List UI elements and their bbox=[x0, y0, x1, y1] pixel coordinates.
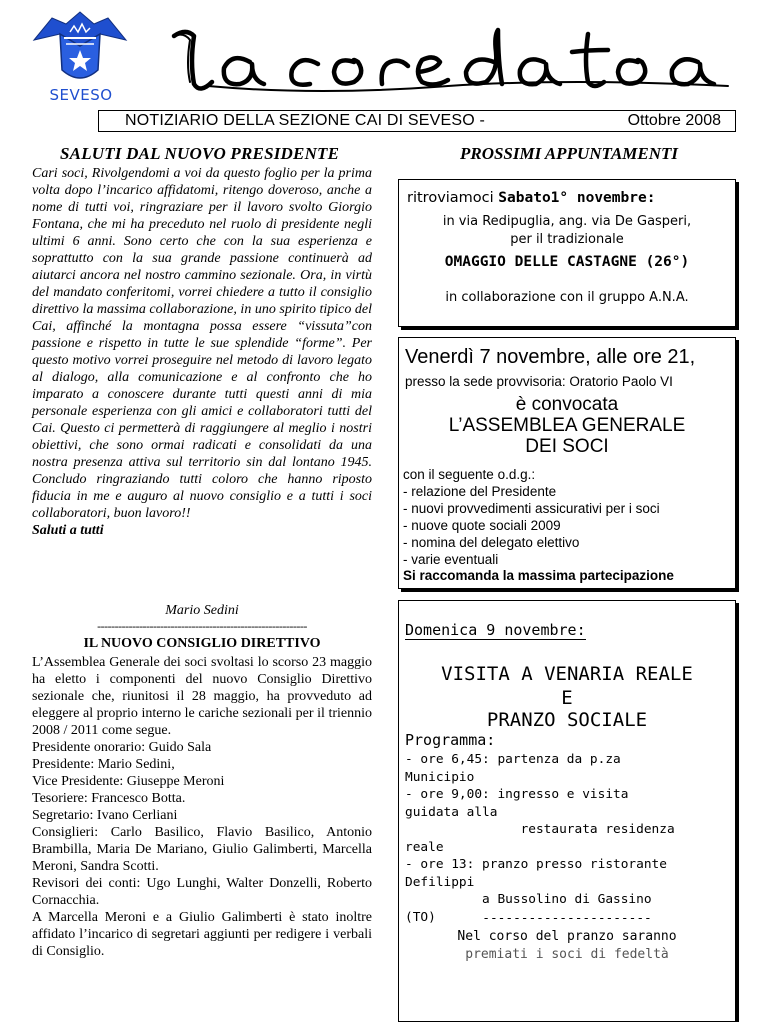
event-date: Sabato1° novembre: bbox=[498, 190, 656, 206]
issue-date: Ottobre 2008 bbox=[627, 112, 721, 129]
agenda-item: - nuovi provvedimenti assicurativi per i soci bbox=[403, 501, 660, 516]
agenda-item: - nomina del delegato elettivo bbox=[403, 535, 580, 550]
council-intro: L’Assemblea Generale dei soci svoltasi lo scorso 23 maggio ha eletto i componenti del nuovo Consiglio Direttivo sezionale che, riunitosi il 28 maggio, ha provveduto ad eleggere al proprio interno le cariche sezionali per il triennio 2008 / 2011 come segue. bbox=[32, 655, 372, 738]
assembly-title: L’ASSEMBLEA GENERALE bbox=[448, 415, 686, 436]
assembly-box bbox=[398, 337, 736, 589]
logo-caption: SEVESO bbox=[49, 86, 113, 104]
role-line: Tesoriere: Francesco Botta. bbox=[32, 791, 186, 806]
trip-title-lunch: PRANZO SOCIALE bbox=[486, 709, 648, 731]
council-article bbox=[32, 654, 372, 960]
event-line: per il tradizionale bbox=[510, 232, 624, 247]
programme-line: reale bbox=[405, 839, 444, 855]
trip-title: VISITA A VENARIA REALE bbox=[441, 663, 693, 685]
event-intro: ritroviamoci bbox=[407, 190, 499, 206]
role-line: Vice Presidente: Giuseppe Meroni bbox=[32, 774, 225, 789]
programme-line: - ore 13: pranzo presso ristorante bbox=[405, 857, 667, 872]
programme-line: (TO) bbox=[405, 909, 436, 925]
assembly-footer: Si raccomanda la massima partecipazione bbox=[403, 568, 674, 583]
programme-list bbox=[405, 751, 733, 926]
cai-emblem-icon bbox=[30, 10, 130, 90]
programme-line: - ore 9,00: ingresso e visita bbox=[405, 787, 629, 802]
role-line: Presidente onorario: Guido Sala bbox=[32, 740, 212, 755]
role-line: Presidente: Mario Sedini, bbox=[32, 757, 175, 772]
agenda-item: - varie eventuali bbox=[403, 552, 499, 567]
appointments-heading: PROSSIMI APPUNTAMENTI bbox=[459, 144, 679, 163]
assembly-date: Venerdì 7 novembre, alle ore 21, bbox=[405, 346, 696, 368]
newsletter-banner bbox=[98, 110, 736, 132]
president-greeting-heading: SALUTI DAL NUOVO PRESIDENTE bbox=[60, 144, 340, 163]
programme-line: guidata alla bbox=[405, 804, 498, 820]
programme-line: - ore 6,45: partenza da p.za bbox=[405, 752, 621, 767]
letter-closing: Saluti a tutti bbox=[32, 523, 104, 538]
assembly-title-2: DEI SOCI bbox=[525, 436, 609, 457]
assembly-place: presso la sede provvisoria: Oratorio Paolo VI bbox=[405, 374, 673, 389]
event-collaboration: in collaborazione con il gruppo A.N.A. bbox=[445, 290, 689, 305]
council-heading: IL NUOVO CONSIGLIO DIRETTIVO bbox=[83, 636, 321, 651]
programme-line: restaurata residenza bbox=[405, 822, 675, 837]
agenda-list bbox=[403, 466, 660, 568]
trip-date: Domenica 9 novembre: bbox=[405, 621, 586, 639]
assistant-secretaries: A Marcella Meroni e a Giulio Galimberti è stato inoltre affidato l’incarico di segretari aggiunti per redigere i verbali di Consiglio. bbox=[32, 910, 372, 959]
chestnut-event-box bbox=[398, 179, 736, 327]
agenda-item: - nuove quote sociali 2009 bbox=[403, 518, 561, 533]
assembly-convened: è convocata bbox=[515, 394, 619, 415]
letter-body: Cari soci, Rivolgendomi a voi da questo foglio per la prima volta dopo l’incarico affidatomi, ritengo doveroso, anche a nome di tutti voi, ringraziare per il lavoro svolto Giorgio Fontana, che mi ha preceduto nel ruolo di presidente negli ultimi 6 anni. Sono certo che con la sua esperienza e soprattutto con la sua grande passione continuerà ad aiutarci ancora nel nostro cammino sezionale. Ora, in virtù del mandato conferitomi, vorrei chiedere a tutto il consiglio direttivo la massima collaborazione, in uno spirito tipico del Cai, affinché la montagna possa essere “vissuta”con passione e rispetto in tutte le sue splendide “forme”. Per questo motivo vorrei proseguire nel metodo di lavoro legato al dialogo, alla comunicazione e al confronto che ho imparato a conoscere durante tutti questi anni di mia personale esperienza con gli amici e collaboratori tutti del Cai. Questo ci permetterà di raggiungere al meglio i nostri obiettivi, che sono ormai radicati e consolidati da una nostra presenza attiva sul territorio sin dal lontano 1945. Concludo ringraziando tutti coloro che hanno riposto fiducia in me e auguro al nuovo consiglio e a tutti i soci collaboratori, buon lavoro!! bbox=[32, 166, 372, 521]
event-title: OMAGGIO DELLE CASTAGNE (26°) bbox=[444, 254, 690, 270]
event-date-line bbox=[407, 190, 655, 206]
programme-line: Defilippi bbox=[405, 874, 475, 890]
trip-title-e: E bbox=[561, 687, 573, 709]
programme-line: a Bussolino di Gassino bbox=[405, 892, 652, 907]
auditors: Revisori dei conti: Ugo Lunghi, Walter Donzelli, Roberto Cornacchia. bbox=[32, 876, 372, 908]
signature: Mario Sedini bbox=[165, 603, 239, 618]
event-location: in via Redipuglia, ang. via De Gasperi, bbox=[442, 214, 692, 229]
trip-separator: ---------------------- bbox=[482, 911, 652, 926]
role-line: Segretario: Ivano Cerliani bbox=[32, 808, 178, 823]
president-letter bbox=[32, 165, 372, 539]
section-separator: ------------------------------------------------------------ bbox=[97, 619, 307, 633]
trip-note: Nel corso del pranzo saranno bbox=[457, 929, 677, 944]
agenda-item: - relazione del Presidente bbox=[403, 484, 557, 499]
councillors: Consiglieri: Carlo Basilico, Flavio Basilico, Antonio Brambilla, Maria De Mariano, Giulio Galimberti, Marcella Meroni, Sandra Scotti. bbox=[32, 825, 372, 874]
trip-note-cut: premiati i soci di fedeltà bbox=[465, 947, 669, 962]
newsletter-title: NOTIZIARIO DELLA SEZIONE CAI DI SEVESO - bbox=[125, 112, 486, 129]
agenda-item: con il seguente o.d.g.: bbox=[403, 467, 536, 482]
venaria-trip-box bbox=[398, 600, 736, 1022]
masthead-la-cordata bbox=[168, 22, 738, 106]
programme-label: Programma: bbox=[405, 731, 496, 749]
programme-line: Municipio bbox=[405, 769, 475, 785]
